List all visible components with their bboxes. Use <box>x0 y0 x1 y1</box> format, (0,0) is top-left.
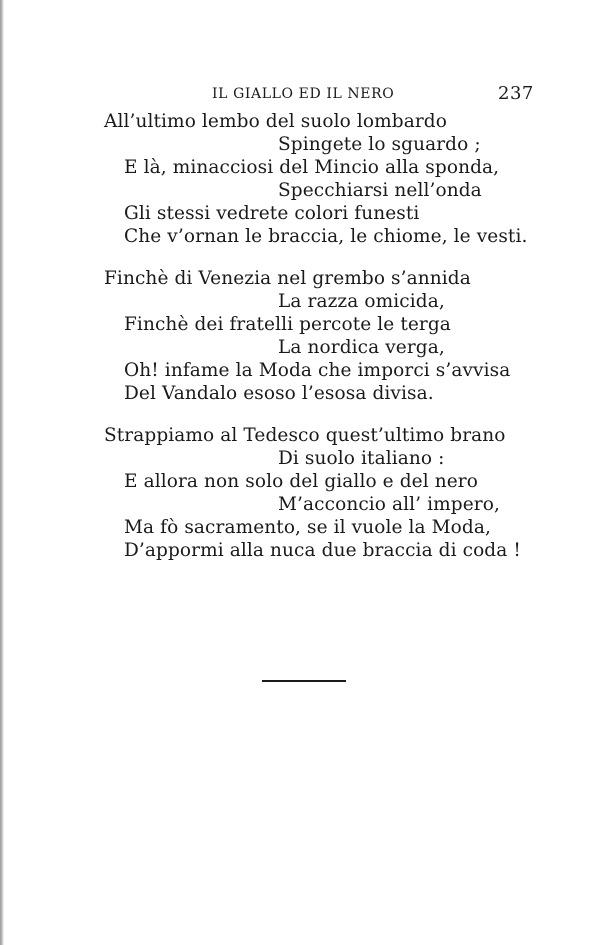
verse-line: Ma fò sacramento, se il vuole la Moda, <box>124 517 491 538</box>
verse-line: Specchiarsi nell’onda <box>278 180 482 201</box>
verse-line: Finchè di Venezia nel grembo s’annida <box>104 268 471 289</box>
verse-line: Strappiamo al Tedesco quest’ultimo brano <box>104 425 506 446</box>
page-header <box>0 80 616 110</box>
page-number: 237 <box>498 83 534 104</box>
verse-line: La razza omicida, <box>278 291 445 312</box>
verse-line: D’appormi alla nuca due braccia di coda ! <box>124 540 521 561</box>
verse-line: Finchè dei fratelli percote le terga <box>124 314 451 335</box>
verse-line: M’acconcio all’ impero, <box>278 494 500 515</box>
verse-line: E allora non solo del giallo e del nero <box>124 471 478 492</box>
verse-line: La nordica verga, <box>278 337 445 358</box>
verse-line: Spingete lo sguardo ; <box>278 134 481 155</box>
verse-line: Gli stessi vedrete colori funesti <box>124 203 420 224</box>
verse-line: Oh! infame la Moda che imporci s’avvisa <box>124 360 511 381</box>
verse-line: All’ultimo lembo del suolo lombardo <box>104 111 447 132</box>
verse-line: E là, minacciosi del Mincio alla sponda, <box>124 157 500 178</box>
verse-line: Di suolo italiano : <box>278 448 445 469</box>
verse-line: Del Vandalo esoso l’esosa divisa. <box>124 383 434 404</box>
closing-rule <box>262 680 346 682</box>
running-title: IL GIALLO ED IL NERO <box>212 86 395 102</box>
verse-line: Che v’ornan le braccia, le chiome, le vesti. <box>124 226 528 247</box>
page-binding-edge <box>0 0 4 945</box>
